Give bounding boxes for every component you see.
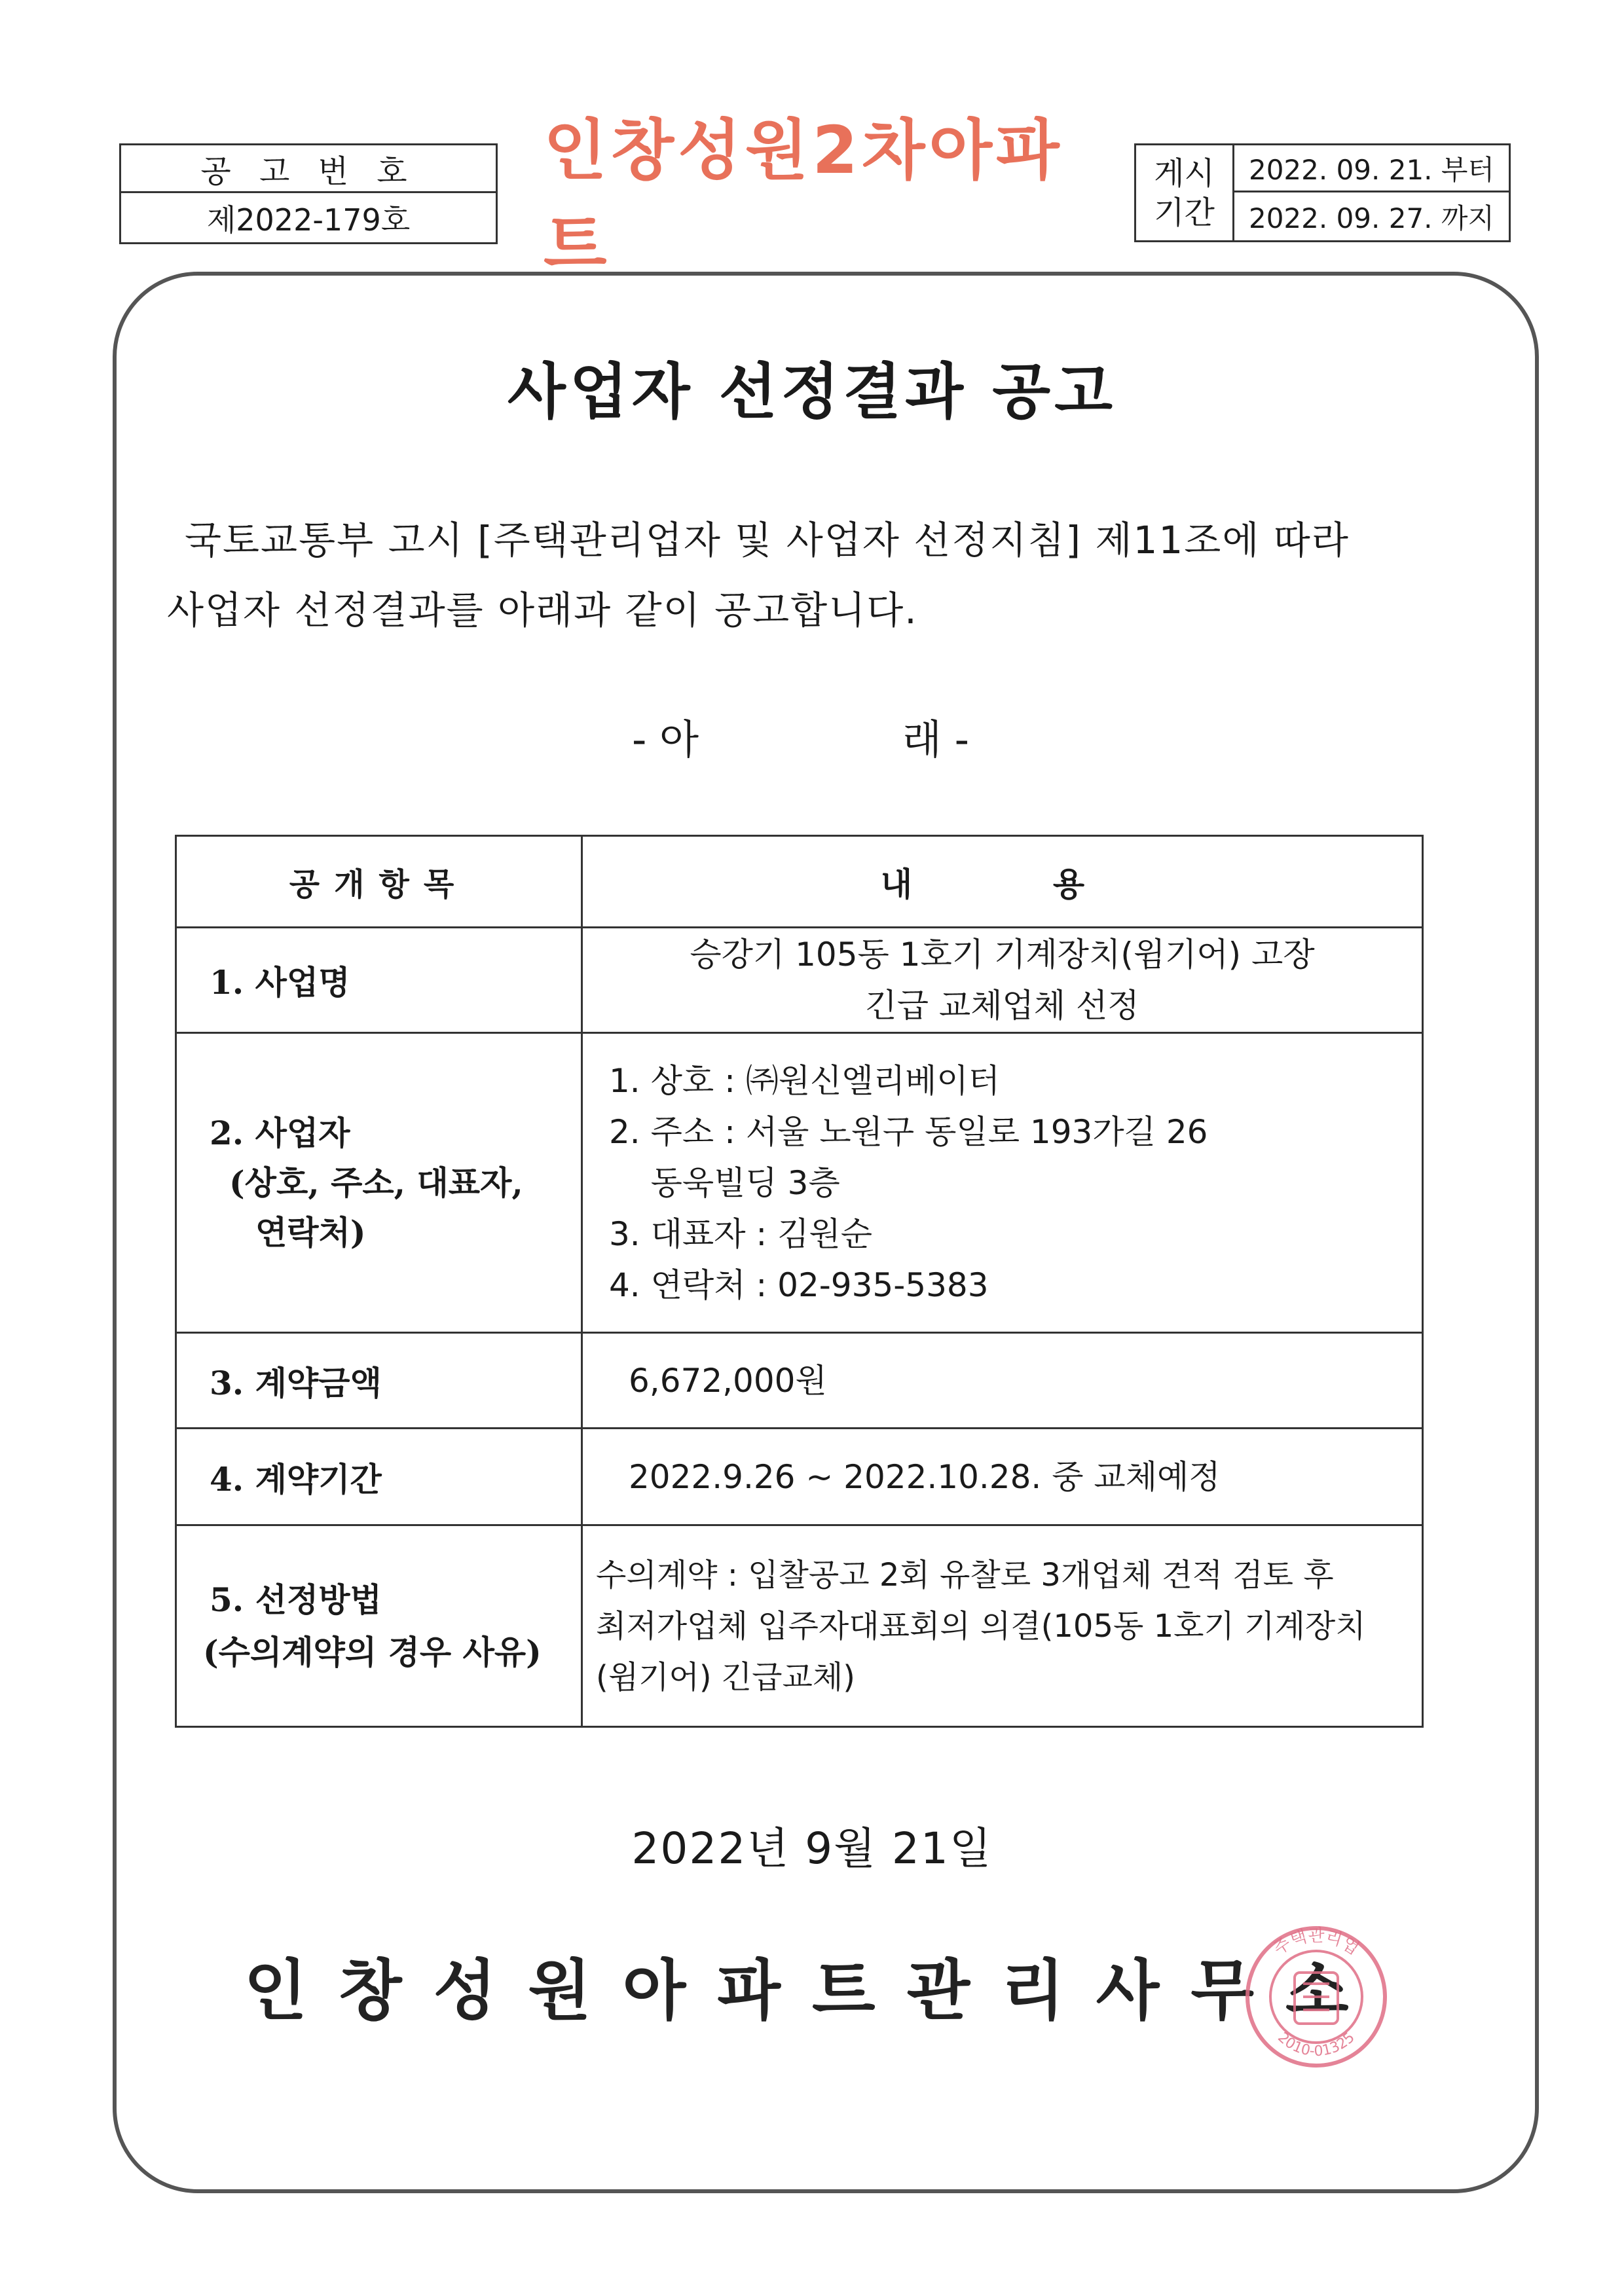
row-label-sub: (수의계약의 경우 사유) [203, 1632, 542, 1671]
table-row [176, 928, 1423, 1033]
posting-to: 2022. 09. 27. 까지 [1248, 202, 1495, 234]
notice-number-label: 공 고 번 호 [121, 145, 496, 193]
row-content [582, 1033, 1423, 1333]
management-office-name: 인창성원아파트관리사무소 [244, 1952, 1380, 2029]
content-line: 1. 상호 : ㈜원신엘리베이터 [609, 1061, 1000, 1100]
row-label [176, 1033, 582, 1333]
row-content [582, 1333, 1423, 1429]
announcement-date: 2022년 9월 21일 [631, 1823, 993, 1874]
notice-number-box [119, 143, 498, 244]
row-label-sub: 연락처) [255, 1212, 366, 1252]
row-label [176, 1525, 582, 1727]
posting-label-line1: 게시 [1154, 155, 1215, 192]
content-line: 3. 대표자 : 김원순 [609, 1214, 873, 1253]
intro-line-2: 사업자 선정결과를 아래과 같이 공고합니다. [167, 588, 918, 632]
posting-label-line2: 기간 [1154, 194, 1215, 231]
posting-period-box [1134, 143, 1511, 242]
header-item: 공개항목 [176, 836, 582, 928]
notice-number-value: 제2022-179호 [206, 202, 411, 238]
content-line: 2022.9.26 ~ 2022.10.28. 중 교체예정 [629, 1457, 1221, 1496]
svg-text:주택관리업: 주택관리업 [1270, 1926, 1363, 1959]
svg-text:2010-01325: 2010-01325 [1274, 2029, 1358, 2060]
content-line: 승강기 105동 1호기 기계장치(윔기어) 고장 [690, 936, 1315, 974]
row-label-sub: (상호, 주소, 대표자, [229, 1163, 523, 1202]
content-line: 최저가업체 입주자대표회의 의결(105동 1호기 기계장치 [596, 1607, 1366, 1645]
row-label: 4. 계약기간 [176, 1429, 582, 1525]
disclosure-table [175, 835, 1424, 1728]
content-line: 6,672,000원 [629, 1361, 827, 1400]
official-seal-icon [1241, 1922, 1392, 2072]
row-label-main: 5. 선정방법 [210, 1580, 382, 1619]
table-header-row [176, 836, 1423, 928]
content-line: 2. 주소 : 서울 노원구 동일로 193가길 26 [609, 1112, 1208, 1151]
content-line: 4. 연락처 : 02-935-5383 [609, 1266, 989, 1304]
document-title: 사업자 선정결과 공고 [507, 357, 1116, 427]
row-content [582, 1525, 1423, 1727]
row-content [582, 928, 1423, 1033]
apartment-title: 인창성원2차아파트 [544, 112, 1063, 283]
header-content [582, 836, 1423, 928]
content-line: 동욱빌딩 3층 [609, 1163, 840, 1202]
table-row [176, 1525, 1423, 1727]
content-line: 긴급 교체업체 선정 [865, 987, 1139, 1025]
below-marker-right: 래 - [902, 716, 969, 763]
table-row [176, 1429, 1423, 1525]
below-marker-left: - 아 [632, 716, 699, 763]
table-row [176, 1033, 1423, 1333]
row-label: 1. 사업명 [176, 928, 582, 1033]
posting-period-label [1136, 145, 1234, 240]
row-label: 3. 계약금액 [176, 1333, 582, 1429]
row-content [582, 1429, 1423, 1525]
table-row [176, 1333, 1423, 1429]
posting-from: 2022. 09. 21. 부터 [1234, 145, 1509, 192]
content-line: (윔기어) 긴급교체) [596, 1658, 856, 1696]
intro-line-1: 국토교통부 고시 [주택관리업자 및 사업자 선정지침] 제11조에 따라 [185, 518, 1350, 562]
row-label-main: 2. 사업자 [210, 1113, 350, 1152]
header-content-text: 내 용 [880, 864, 1124, 903]
content-line: 수의계약 : 입찰공고 2회 유찰로 3개업체 견적 검토 후 [596, 1556, 1334, 1594]
